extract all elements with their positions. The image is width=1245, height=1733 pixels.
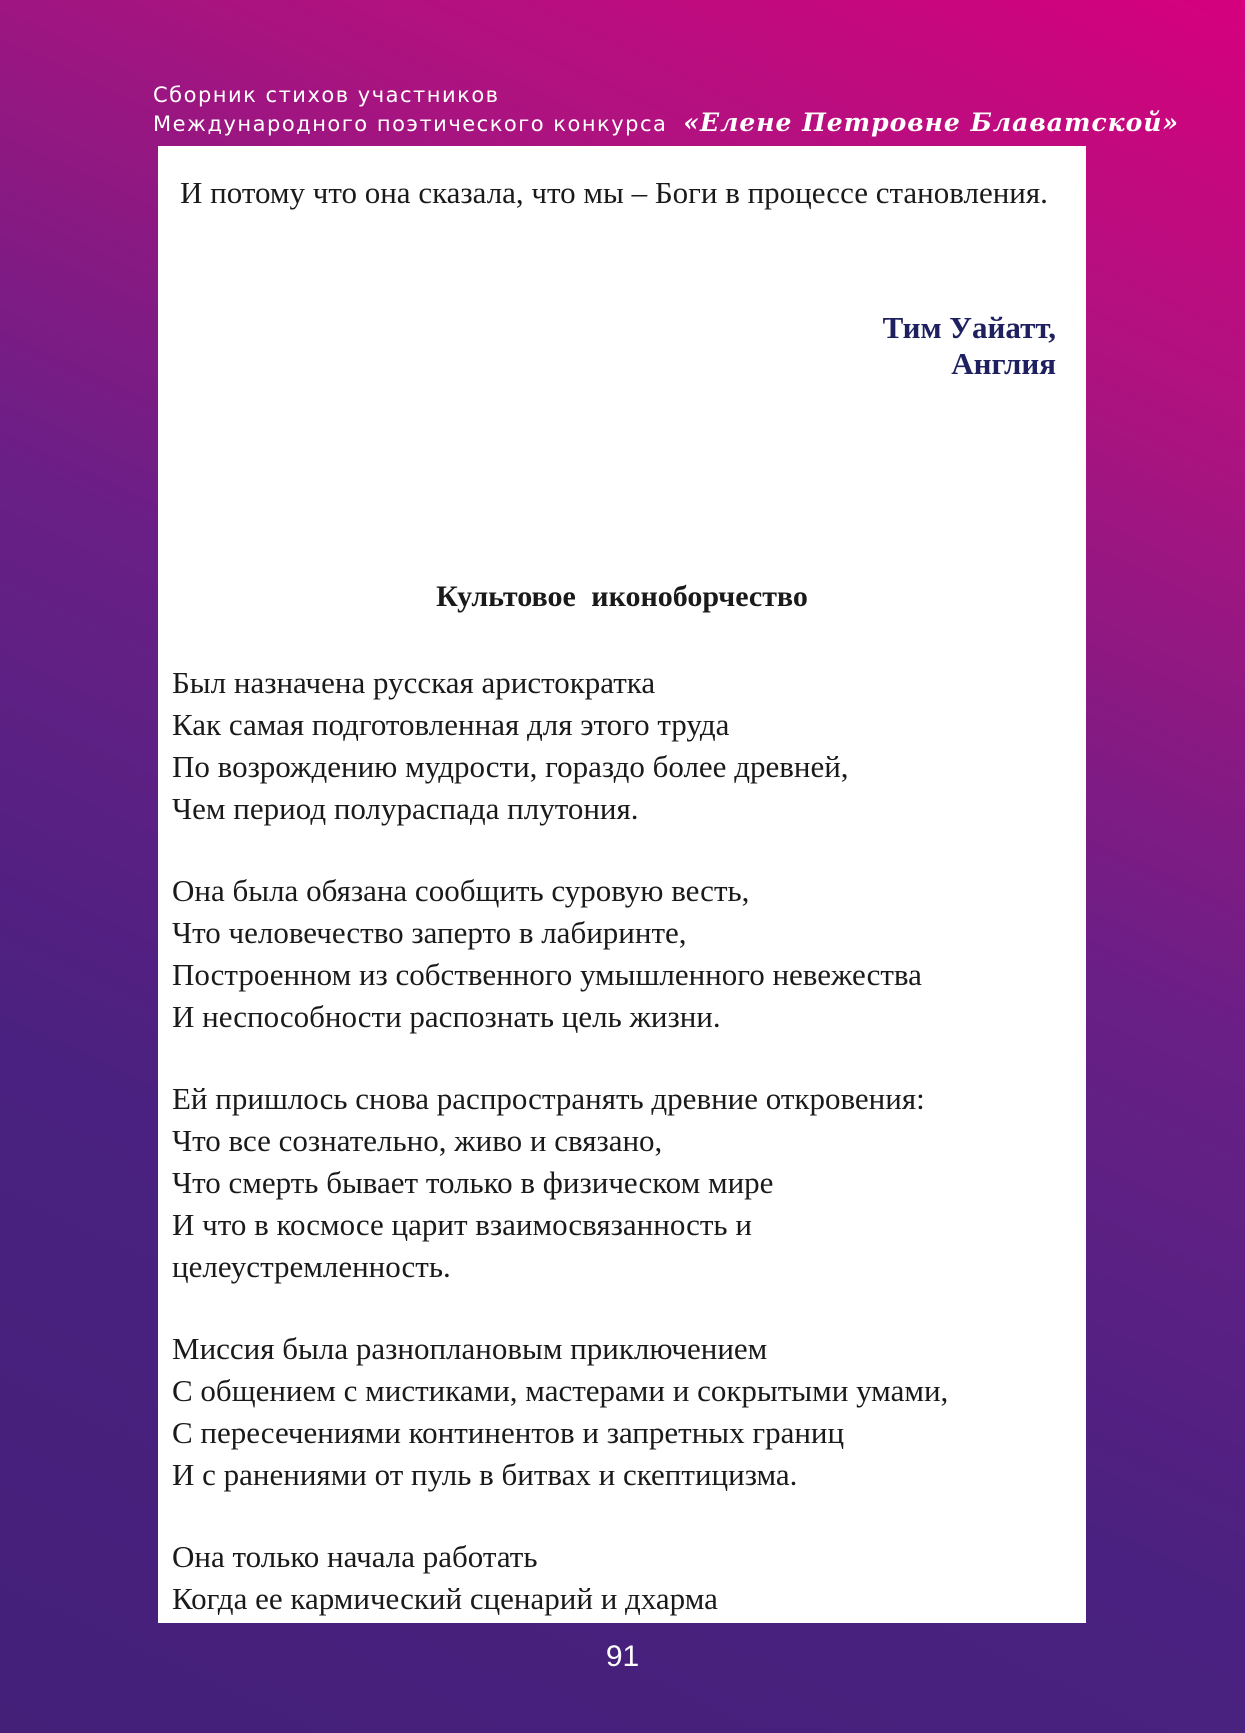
- header-line-2: [153, 108, 1180, 138]
- poem-line: целеустремленность.: [172, 1249, 451, 1284]
- author-signature: [883, 310, 1056, 382]
- header-line-1: Сборник стихов участников: [153, 83, 500, 107]
- poem-line: И что в космосе царит взаимосвязанность и: [172, 1207, 752, 1242]
- poem-line: Когда ее кармический сценарий и дхарма: [172, 1581, 718, 1616]
- poem-line: Что человечество заперто в лабиринте,: [172, 915, 687, 950]
- stanza: [172, 1328, 1077, 1496]
- poem-line: По возрождению мудрости, гораздо более древней,: [172, 749, 849, 784]
- poem-title: Культовое иконоборчество: [436, 580, 808, 613]
- author-name: Тим Уайатт,: [882, 310, 1056, 345]
- poem-line: Она была обязана сообщить суровую весть,: [172, 873, 750, 908]
- stanza: [172, 870, 1077, 1038]
- page-number: 91: [605, 1640, 640, 1673]
- intro-paragraph: И потому что она сказала, что мы – Боги в процессе становления.: [180, 175, 1048, 210]
- poem-line: Был назначена русская аристократка: [172, 665, 656, 700]
- stanza: [172, 662, 1077, 830]
- author-country: Англия: [951, 346, 1056, 381]
- poem-line: С пересечениями континентов и запретных границ: [172, 1415, 845, 1450]
- page-header: [153, 82, 1180, 138]
- poem-line: Как самая подготовленная для этого труда: [172, 707, 730, 742]
- page-sheet: [158, 146, 1086, 1623]
- stanza: [172, 1078, 1077, 1288]
- poem-line: Ей пришлось снова распространять древние откровения:: [172, 1081, 925, 1116]
- poem-body: [172, 662, 1077, 1660]
- stanza: [172, 1536, 1077, 1620]
- poem-line: Она только начала работать: [172, 1539, 538, 1574]
- contest-title: «Елене Петровне Блаватской»: [683, 108, 1180, 137]
- poem-line: Чем период полураспада плутония.: [172, 791, 639, 826]
- poem-line: Построенном из собственного умышленного невежества: [172, 957, 922, 992]
- header-line-2-text: Международного поэтического конкурса: [153, 112, 668, 136]
- poem-line: С общением с мистиками, мастерами и сокрытыми умами,: [172, 1373, 949, 1408]
- poem-line: Миссия была разноплановым приключением: [172, 1331, 768, 1366]
- poem-line: И с ранениями от пуль в битвах и скептицизма.: [172, 1457, 798, 1492]
- poem-line: И неспособности распознать цель жизни.: [172, 999, 721, 1034]
- poem-line: Что смерть бывает только в физическом мире: [172, 1165, 774, 1200]
- poem-line: Что все сознательно, живо и связано,: [172, 1123, 663, 1158]
